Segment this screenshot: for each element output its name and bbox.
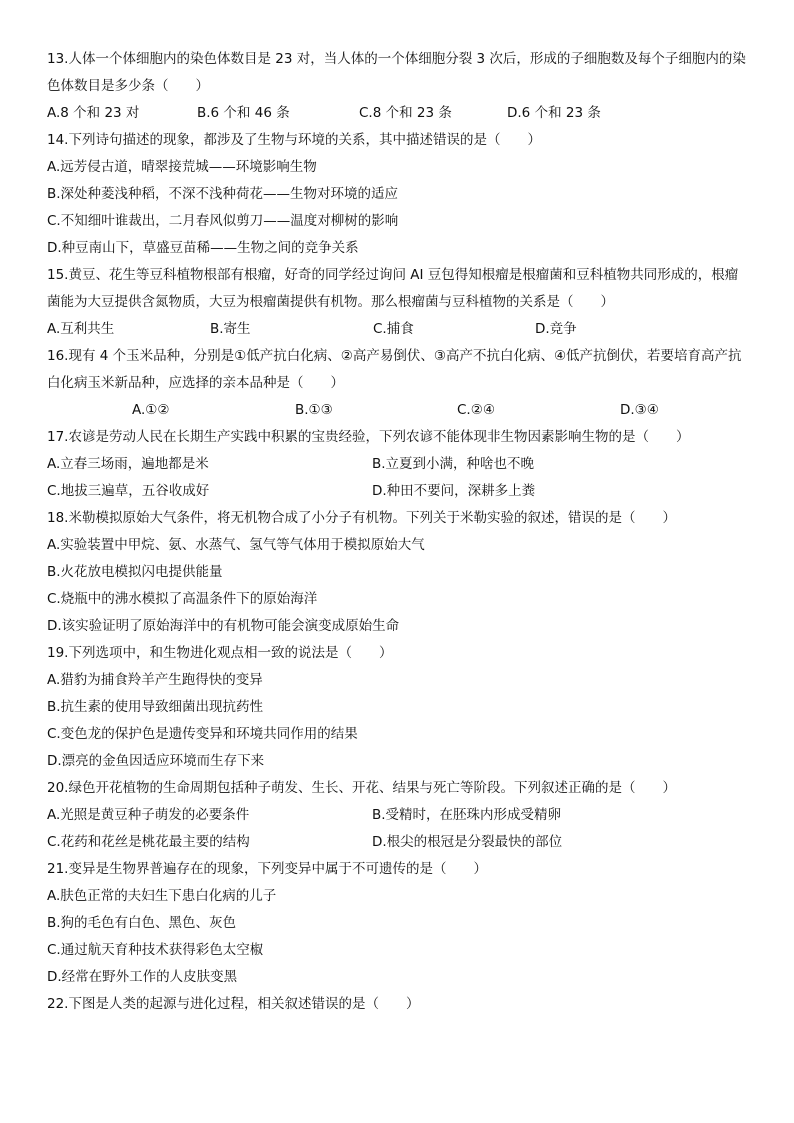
option-b: B.抗生素的使用导致细菌出现抗药性 [47,699,264,715]
option-row [47,829,747,856]
option-row [47,100,747,127]
question-stem: 20.绿色开花植物的生命周期包括种子萌发、生长、开花、结果与死亡等阶段。下列叙述正确的是（ ） [47,780,676,796]
question-stem: 15.黄豆、花生等豆科植物根部有根瘤，好奇的同学经过询问 AI 豆包得知根瘤是根瘤菌和豆科植物共同形成的，根瘤菌能为大豆提供含氮物质，大豆为根瘤菌提供有机物。那么根瘤菌与豆科植物的关系是（ ） [47,267,739,310]
question-18 [47,505,747,640]
question-stem: 18.米勒模拟原始大气条件，将无机物合成了小分子有机物。下列关于米勒实验的叙述，错误的是（ ） [47,510,676,526]
option-b: B.深处种菱浅种稻，不深不浅种荷花——生物对环境的适应 [47,186,399,202]
option-a: A.远芳侵古道，晴翠接荒城——环境影响生物 [47,159,317,175]
option-c: C.变色龙的保护色是遗传变异和环境共同作用的结果 [47,726,358,742]
option-row [47,478,747,505]
option-c: C.通过航天育种技术获得彩色太空椒 [47,942,264,958]
option-b: B.受精时，在胚珠内形成受精卵 [372,807,562,823]
option-b: B.①③ [295,402,333,418]
question-stem: 16.现有 4 个玉米品种，分别是①低产抗白化病、②高产易倒伏、③高产不抗白化病、④低产抗倒伏，若要培育高产抗白化病玉米新品种，应选择的亲本品种是（ ） [47,348,742,391]
question-stem: 19.下列选项中，和生物进化观点相一致的说法是（ ） [47,645,393,661]
option-b: B.寄生 [210,321,251,337]
option-a: A.光照是黄豆种子萌发的必要条件 [47,807,250,823]
question-17 [47,424,747,505]
option-row [47,316,747,343]
question-stem: 17.农谚是劳动人民在长期生产实践中积累的宝贵经验，下列农谚不能体现非生物因素影响生物的是（ ） [47,429,690,445]
option-d: D.漂亮的金鱼因适应环境而生存下来 [47,753,265,769]
question-15 [47,262,747,343]
option-b: B.狗的毛色有白色、黑色、灰色 [47,915,237,931]
option-d: D.根尖的根冠是分裂最快的部位 [372,834,563,850]
option-c: C.烧瓶中的沸水模拟了高温条件下的原始海洋 [47,591,318,607]
option-c: C.捕食 [373,321,414,337]
question-stem: 21.变异是生物界普遍存在的现象，下列变异中属于不可遗传的是（ ） [47,861,487,877]
question-19 [47,640,747,775]
option-a: A.互利共生 [47,321,115,337]
question-stem: 22.下图是人类的起源与进化过程，相关叙述错误的是（ ） [47,996,420,1012]
question-stem: 14.下列诗句描述的现象，都涉及了生物与环境的关系，其中描述错误的是（ ） [47,132,541,148]
option-d: D.竞争 [535,321,577,337]
option-a: A.肤色正常的夫妇生下患白化病的儿子 [47,888,277,904]
option-row [47,397,747,424]
question-13 [47,46,747,127]
option-b: B.火花放电模拟闪电提供能量 [47,564,223,580]
option-row [47,802,747,829]
option-d: D.该实验证明了原始海洋中的有机物可能会演变成原始生命 [47,618,400,634]
question-22 [47,991,747,1018]
option-c: C.②④ [457,402,495,418]
question-20 [47,775,747,856]
option-c: C.8 个和 23 条 [359,105,452,121]
option-row [47,451,747,478]
question-14 [47,127,747,262]
option-c: C.不知细叶谁裁出，二月春风似剪刀——温度对柳树的影响 [47,213,399,229]
option-a: A.①② [132,402,170,418]
option-a: A.8 个和 23 对 [47,105,140,121]
option-d: D.③④ [620,402,659,418]
option-b: B.6 个和 46 条 [197,105,290,121]
option-d: D.种田不要问，深耕多上粪 [372,483,536,499]
question-stem: 13.人体一个体细胞内的染色体数目是 23 对，当人体的一个体细胞分裂 3 次后，形成的子细胞数及每个子细胞内的染色体数目是多少条（ ） [47,51,746,94]
option-c: C.花药和花丝是桃花最主要的结构 [47,834,250,850]
option-d: D.6 个和 23 条 [507,105,601,121]
option-b: B.立夏到小满，种啥也不晚 [372,456,535,472]
option-d: D.经常在野外工作的人皮肤变黑 [47,969,238,985]
question-21 [47,856,747,991]
option-c: C.地拔三遍草，五谷收成好 [47,483,210,499]
option-a: A.实验装置中甲烷、氨、水蒸气、氢气等气体用于模拟原始大气 [47,537,425,553]
option-a: A.猎豹为捕食羚羊产生跑得快的变异 [47,672,263,688]
option-a: A.立春三场雨，遍地都是米 [47,456,209,472]
option-d: D.种豆南山下，草盛豆苗稀——生物之间的竞争关系 [47,240,359,256]
question-16 [47,343,747,424]
